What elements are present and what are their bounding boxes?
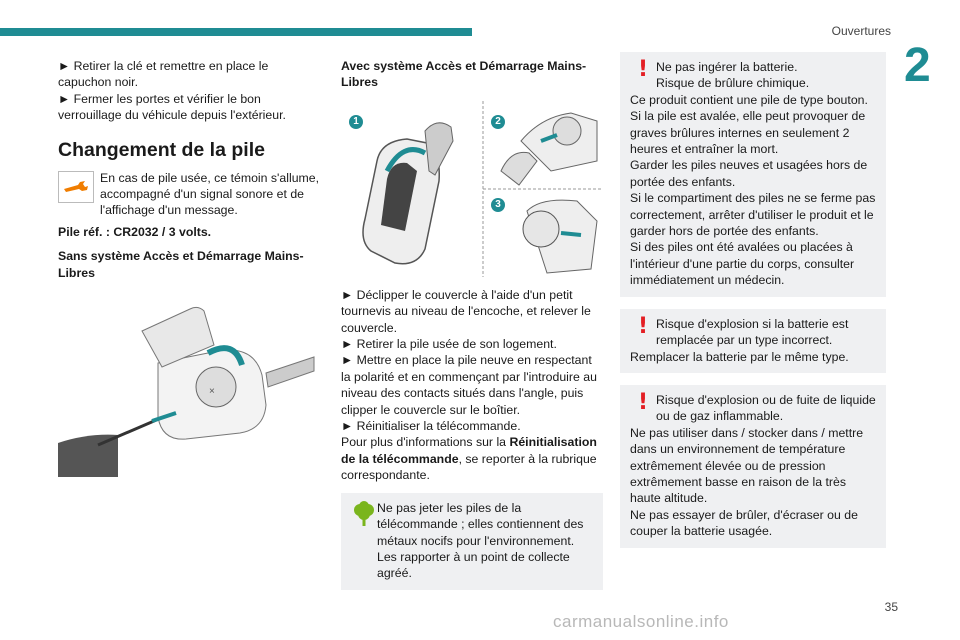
- warning-ingestion-line: Ce produit contient une pile de type bouton.: [630, 92, 868, 107]
- column-3: [620, 52, 886, 548]
- warning-explosion-line: Ne pas essayer de brûler, d'écraser ou de couper la batterie usagée.: [630, 507, 858, 539]
- reinit-reference: [341, 434, 603, 483]
- reinit-link-text: Réinitialisation de la télécommande: [341, 435, 597, 466]
- warning-ingestion-line: Ne pas ingérer la batterie.: [656, 60, 798, 74]
- section-title: Ouvertures: [831, 24, 891, 38]
- header-accent-bar: [0, 28, 472, 36]
- exclamation-icon: !: [637, 313, 649, 339]
- warning-wrong-type-body: Remplacer la batterie par le même type.: [630, 349, 849, 364]
- svg-text:×: ×: [209, 386, 215, 398]
- warning-box-ingestion: [620, 52, 886, 297]
- instructions-keyless: [341, 287, 603, 484]
- exclamation-icon: !: [637, 389, 649, 415]
- warning-ingestion-line: Risque de brûlure chimique.: [656, 76, 810, 91]
- subheading-without-keyless: Sans système Accès et Démarrage Mains-Libres: [58, 249, 304, 280]
- instruction-reinit-remote: ► Réinitialiser la télécommande.: [341, 419, 521, 434]
- telltale-text: En cas de pile usée, ce témoin s'allume, accompagné d'un signal sonore et de l'affichage d'un message.: [100, 170, 320, 218]
- warning-wrong-type-lead: Risque d'explosion si la batterie est remplacée par un type incorrect.: [656, 316, 849, 348]
- tree-icon: [351, 500, 377, 582]
- instruction-remove-battery: ► Retirer la pile usée de son logement.: [341, 337, 557, 352]
- telltale-row: [58, 171, 320, 219]
- reinit-prefix: Pour plus d'informations sur la: [341, 435, 510, 450]
- warning-ingestion-line: Si le compartiment des piles ne se ferme pas correctement, arrêter d'utiliser le produit et le garder hors de portée des enfants.: [630, 191, 876, 239]
- warning-ingestion-line: Garder les piles neuves et usagées hors de portée des enfants.: [630, 158, 868, 189]
- warning-explosion-lead: Risque d'explosion ou de fuite de liquide ou de gaz inflammable.: [656, 392, 876, 424]
- step-badge-1: 1: [349, 115, 363, 129]
- warning-ingestion-line: Si la pile est avalée, elle peut provoquer de graves brûlures internes en seulement 2 heures et entraîner la mort.: [630, 109, 866, 157]
- step-badge-2: 2: [491, 115, 505, 129]
- warning-box-wrong-type: [620, 309, 886, 373]
- eco-notice-box: [341, 493, 603, 590]
- heading-battery-change: Changement de la pile: [58, 138, 265, 161]
- warning-explosion-line: Ne pas utiliser dans / stocker dans / mettre dans un environnement de température extrêmement élevée ou de pression extrêmement basse en raison de la très haute altitude.: [630, 425, 864, 506]
- column-1: [58, 58, 320, 477]
- instruction-close-doors: ► Fermer les portes et vérifier le bon verrouillage du véhicule depuis l'extérieur.: [58, 91, 286, 123]
- chapter-number: 2: [904, 39, 931, 92]
- key-battery-illustration: [58, 305, 320, 477]
- wrench-icon: [58, 171, 94, 203]
- column-2: [341, 58, 603, 590]
- warning-ingestion-line: Si des piles ont été avalées ou placées à l'intérieur d'une partie du corps, consulter immédiatement un médecin.: [630, 240, 855, 288]
- battery-reference: Pile réf. : CR2032 / 3 volts.: [58, 224, 212, 239]
- instruction-remove-key: ► Retirer la clé et remettre en place le capuchon noir.: [58, 59, 269, 90]
- exclamation-icon: !: [637, 57, 649, 82]
- instruction-unclip-cover: ► Déclipper le couvercle à l'aide d'un petit tournevis au niveau de l'encoche, et relever le couvercle.: [341, 287, 591, 335]
- eco-notice-text: Ne pas jeter les piles de la télécommande ; elles contiennent des métaux nocifs pour l'environnement. Les rapporter à un point de collecte agréé.: [377, 500, 584, 581]
- instruction-insert-battery: ► Mettre en place la pile neuve en respectant la polarité et en commençant par l'introduire au niveau des contacts situés dans l'angle, puis clipper le couvercle sur le boîtier.: [341, 353, 597, 417]
- step-badge-3: 3: [491, 198, 505, 212]
- watermark: carmanualsonline.info: [553, 612, 729, 631]
- warning-box-explosion: [620, 385, 886, 548]
- subheading-with-keyless: Avec système Accès et Démarrage Mains-Libres: [341, 59, 587, 90]
- reinit-suffix: , se reporter à la rubrique correspondante.: [341, 451, 597, 483]
- keyless-battery-illustration: [341, 101, 603, 277]
- page-number: 35: [884, 600, 898, 614]
